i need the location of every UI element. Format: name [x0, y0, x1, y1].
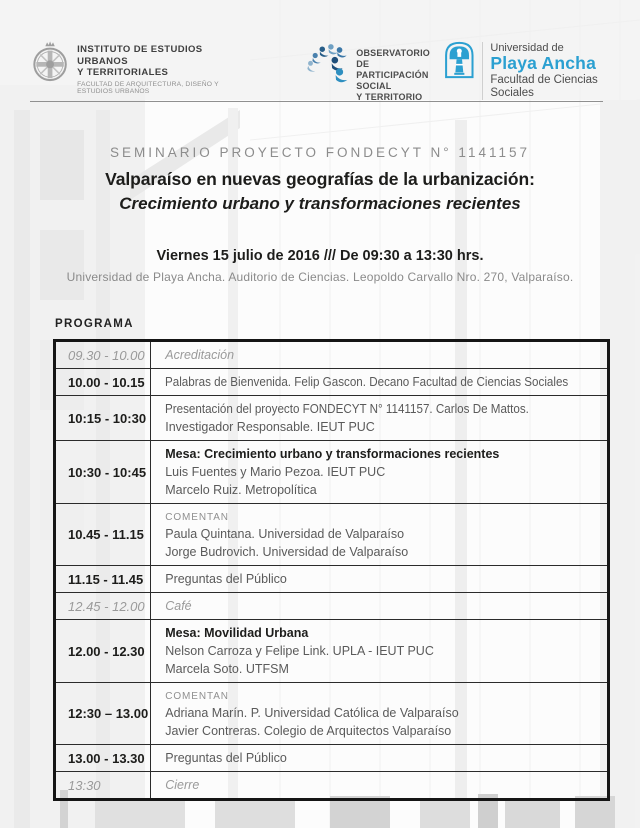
program-line-session-title: Mesa: Movilidad Urbana	[165, 626, 309, 640]
seminar-title: Valparaíso en nuevas geografías de la urbanización:	[105, 169, 535, 189]
time-cell: 10:15 - 10:30	[55, 396, 151, 441]
program-line-comentan: COMENTAN	[165, 691, 229, 702]
content-cell	[151, 504, 609, 566]
table-row	[55, 593, 609, 620]
program-line: Café	[165, 599, 192, 613]
table-row	[55, 620, 609, 683]
seminar-subtitle: Crecimiento urbano y transformaciones recientes	[119, 194, 521, 213]
logo-upla	[443, 34, 610, 100]
upla-line2: Playa Ancha	[490, 53, 597, 73]
program-line: Adriana Marín. P. Universidad Católica de Valparaíso	[165, 706, 459, 720]
ieut-faculty-line: FACULTAD DE ARQUITECTURA, DISEÑO Y ESTUDIOS URBANOS	[77, 80, 219, 95]
time-cell: 11.15 - 11.45	[55, 566, 151, 593]
content-cell	[151, 341, 609, 369]
ieut-name-line2: Y TERRITORIALES	[77, 67, 169, 78]
seminar-kicker: SEMINARIO PROYECTO FONDECYT N° 1141157	[110, 145, 530, 160]
program-line: Marcelo Ruiz. Metropolítica	[165, 483, 317, 497]
logo-observatorio	[305, 34, 443, 103]
program-line: Nelson Carroza y Felipe Link. UPLA - IEUT PUC	[165, 644, 434, 658]
content-cell	[151, 620, 609, 683]
program-line: Preguntas del Público	[165, 572, 287, 586]
time-cell: 13:30	[55, 772, 151, 800]
table-row	[55, 369, 609, 396]
content-cell	[151, 396, 609, 441]
upla-lighthouse-arch-icon	[443, 34, 476, 86]
program-line: Javier Contreras. Colegio de Arquitectos Valparaíso	[165, 724, 452, 738]
table-row	[55, 772, 609, 800]
table-row	[55, 683, 609, 745]
program-line-comentan: COMENTAN	[165, 512, 229, 523]
table-row	[55, 396, 609, 441]
time-cell: 09.30 - 10.00	[55, 341, 151, 369]
table-row	[55, 504, 609, 566]
upla-logo-text	[482, 42, 610, 100]
time-cell: 10:30 - 10:45	[55, 441, 151, 504]
logo-ieut	[32, 34, 247, 95]
program-line: Presentación del proyecto FONDECYT N° 1141157. Carlos De Mattos.	[165, 402, 530, 416]
content-cell	[151, 566, 609, 593]
program-table	[53, 339, 610, 801]
table-row	[55, 441, 609, 504]
time-cell: 12:30 – 13.00	[55, 683, 151, 745]
observatorio-line2: PARTICIPACIÓN SOCIAL	[356, 70, 429, 91]
time-cell: 10.00 - 10.15	[55, 369, 151, 396]
program-line: Marcela Soto. UTFSM	[165, 662, 289, 676]
ieut-logo-text	[77, 44, 247, 95]
program-line: Acreditación	[165, 348, 235, 362]
program-line: Luis Fuentes y Mario Pezoa. IEUT PUC	[165, 465, 386, 479]
upla-line3: Facultad de Ciencias Sociales	[490, 74, 598, 99]
observatorio-line1: OBSERVATORIO DE	[356, 48, 430, 69]
program-heading: PROGRAMA	[55, 318, 134, 330]
observatorio-people-arc-icon	[305, 34, 351, 88]
program-line-session-title: Mesa: Crecimiento urbano y transformaciones recientes	[165, 447, 500, 461]
header-divider	[30, 101, 603, 102]
program-line: Paula Quintana. Universidad de Valparaíso	[165, 527, 405, 541]
time-cell: 12.00 - 12.30	[55, 620, 151, 683]
upla-line1: Universidad de	[490, 42, 564, 54]
content-cell	[151, 441, 609, 504]
observatorio-logo-text	[356, 48, 443, 103]
content-cell	[151, 369, 609, 396]
table-row	[55, 341, 609, 369]
table-row	[55, 745, 609, 772]
time-cell: 10.45 - 11.15	[55, 504, 151, 566]
content-cell	[151, 593, 609, 620]
table-row	[55, 566, 609, 593]
program-line: Preguntas del Público	[165, 751, 287, 765]
program-line: Jorge Budrovich. Universidad de Valparaíso	[165, 545, 409, 559]
time-cell: 13.00 - 13.30	[55, 745, 151, 772]
program-line: Investigador Responsable. IEUT PUC	[165, 420, 375, 434]
content-cell	[151, 772, 609, 800]
program-line: Cierre	[165, 778, 200, 792]
uc-crest-icon	[32, 34, 68, 90]
content-cell	[151, 683, 609, 745]
program-line: Palabras de Bienvenida. Felip Gascon. Decano Facultad de Ciencias Sociales	[165, 375, 569, 389]
content-cell	[151, 745, 609, 772]
header	[0, 0, 640, 100]
observatorio-line3: Y TERRITORIO	[356, 92, 423, 102]
time-cell: 12.45 - 12.00	[55, 593, 151, 620]
event-location: Universidad de Playa Ancha. Auditorio de Ciencias. Leopoldo Carvallo Nro. 270, Valparaíso.	[66, 270, 574, 284]
ieut-name-line1: INSTITUTO DE ESTUDIOS URBANOS	[77, 44, 203, 67]
event-datetime: Viernes 15 julio de 2016 /// De 09:30 a 13:30 hrs.	[156, 248, 484, 264]
